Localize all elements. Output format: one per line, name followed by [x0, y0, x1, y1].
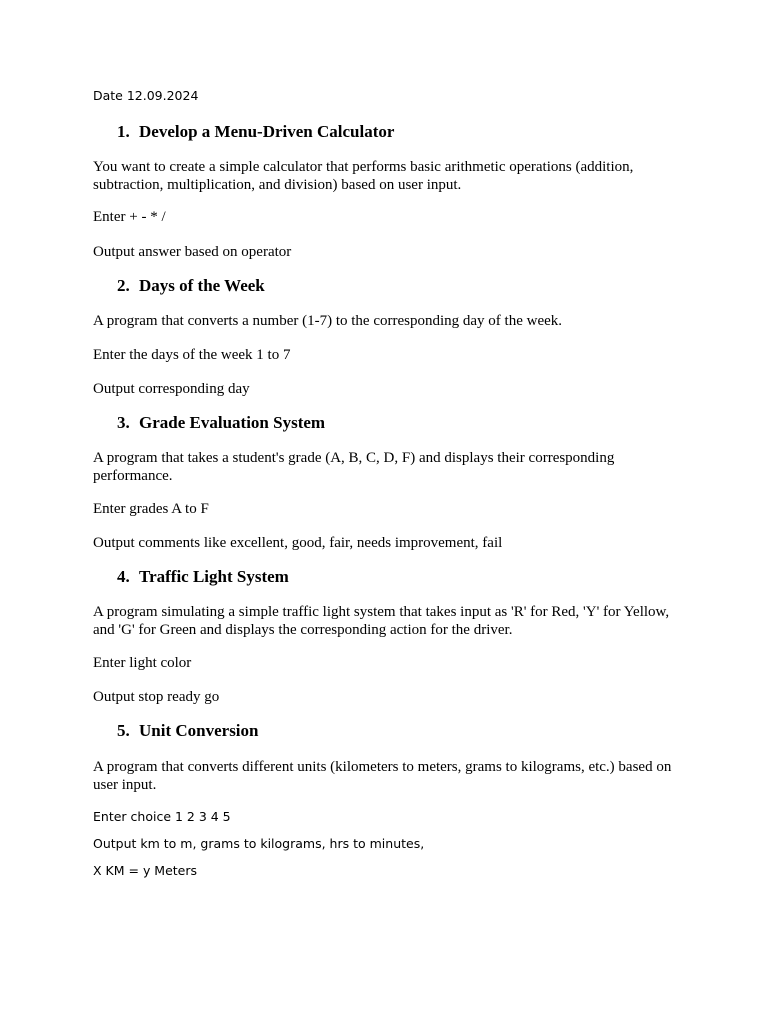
section-4-heading — [117, 567, 289, 587]
section-1-description: You want to create a simple calculator that performs basic arithmetic operations (addition, subtraction, multiplication, and division) based on user input. — [93, 159, 634, 193]
section-3-description: A program that takes a student's grade (A, B, C, D, F) and displays their corresponding performance. — [93, 450, 615, 484]
section-4-number: 4. — [117, 567, 130, 586]
date-line: Date 12.09.2024 — [93, 88, 199, 103]
section-3-output: Output comments like excellent, good, fair, needs improvement, fail — [93, 535, 503, 551]
section-5-heading — [117, 721, 258, 741]
section-5-example: X KM = y Meters — [93, 863, 198, 878]
section-3-title: Grade Evaluation System — [139, 413, 326, 432]
section-1-output: Output answer based on operator — [93, 244, 292, 260]
section-1-title: Develop a Menu-Driven Calculator — [139, 122, 395, 141]
section-3-input: Enter grades A to F — [93, 501, 209, 517]
section-5-input: Enter choice 1 2 3 4 5 — [93, 809, 231, 824]
section-4-title: Traffic Light System — [139, 567, 289, 586]
section-5-title: Unit Conversion — [139, 721, 259, 740]
section-4-description: A program simulating a simple traffic light system that takes input as 'R' for Red, 'Y' for Yellow, and 'G' for Green and displays the corresponding action for the driver. — [93, 604, 670, 638]
section-1-input: Enter + - * / — [93, 209, 166, 225]
section-1-heading — [117, 122, 394, 142]
section-2-description: A program that converts a number (1-7) to the corresponding day of the week. — [93, 313, 563, 329]
section-2-title: Days of the Week — [139, 276, 265, 295]
section-2-number: 2. — [117, 276, 130, 295]
section-5-description: A program that converts different units (kilometers to meters, grams to kilograms, etc.) based on user input. — [93, 759, 672, 793]
section-3-number: 3. — [117, 413, 130, 432]
section-2-heading — [117, 276, 265, 296]
section-4-output: Output stop ready go — [93, 689, 220, 705]
section-5-output: Output km to m, grams to kilograms, hrs to minutes, — [93, 836, 425, 851]
section-4-input: Enter light color — [93, 655, 192, 671]
section-2-input: Enter the days of the week 1 to 7 — [93, 347, 291, 363]
section-5-number: 5. — [117, 721, 130, 740]
section-1-number: 1. — [117, 122, 130, 141]
section-3-heading — [117, 413, 325, 433]
section-2-output: Output corresponding day — [93, 381, 250, 397]
